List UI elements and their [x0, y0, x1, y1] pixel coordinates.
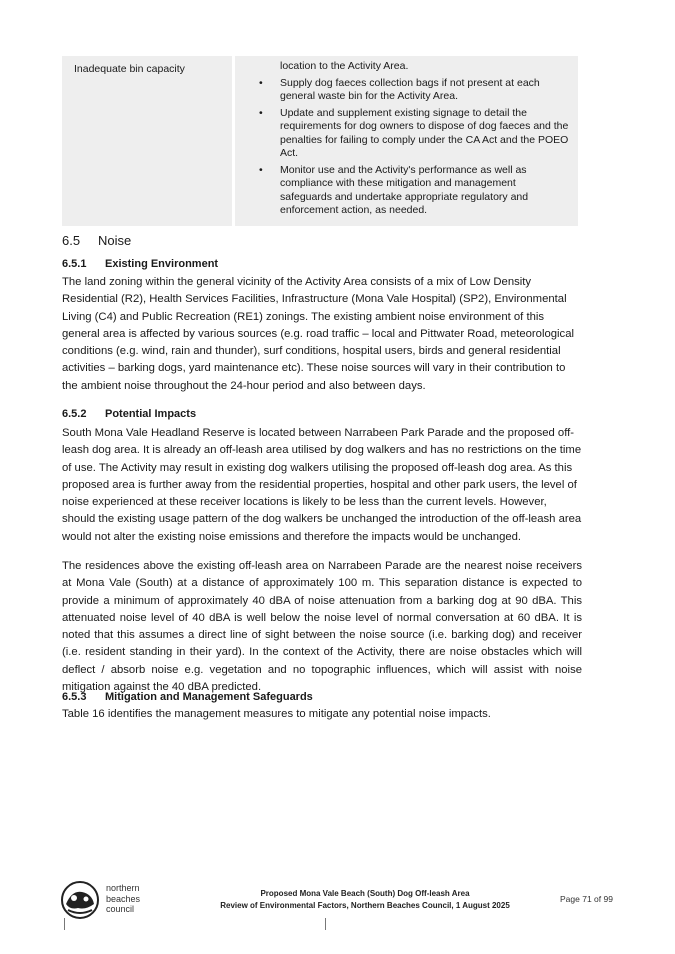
- potential-impacts-paragraph-1: South Mona Vale Headland Reserve is located between Narrabeen Park Parade and the proposed off-leash dog area. It is already an off-leash area utilised by dog walkers and has no restrictions on the time of use. The Activity may result in existing dog walkers utilising the proposed off-leash dog area. As this proposed area is further away from the residential properties, hospital and other park users, the level of noise experienced at these receiver locations is likely to be less than the current levels. However, should the existing usage pattern of the dog walkers be unchanged the introduction of the off-leash area would not alter the existing noise emissions and therefore the impacts would be unchanged.: [62, 427, 582, 543]
- bullet-icon: •: [259, 106, 263, 119]
- table-measures-cell: [235, 56, 578, 226]
- table-lead-text: location to the Activity Area.: [280, 60, 409, 72]
- council-logo-text: northern beaches council: [106, 883, 141, 914]
- footer-divider: [64, 918, 65, 930]
- existing-environment-paragraph: The land zoning within the general vicinity of the Activity Area consists of a mix of Low Density Residential (R2), Health Services Facilities, Infrastructure (Mona Vale Hospital) (SP2), Environmental Living (C4) and Public Recreation (RE1) zonings. The existing ambient noise environment of this general area is affected by various sources (e.g. road traffic – local and Pittwater Road, meteorological conditions (e.g. wind, rain and thunder), surf conditions, hospital users, birds and general residential activities – barking dogs, yard maintenance etc). These noise sources will vary in their contribution to the ambient noise throughout the 24-hour period and also between days.: [62, 276, 574, 392]
- potential-impacts-paragraph-2: The residences above the existing off-leash area on Narrabeen Parade are the nearest noise receivers at Mona Vale (South) at a distance of approximately 100 m. This separation distance is expected to provide a minimum of approximately 40 dBA of noise attenuation from a barking dog at 90 dBA. This attenuated noise level of 40 dBA is well below the noise level of normal conversation at 60 dBA. It is noted that this assumes a direct line of sight between the noise source (i.e. barking dog) and receiver (i.e. resident standing in their yard). In the context of the Activity, there are noise obstacles which will deflect / absorb noise e.g. vegetation and no topographic influences, which will assist with noise mitigation against the 40 dBA predicted.: [62, 560, 582, 694]
- bullet-icon: •: [259, 76, 263, 89]
- measures-list: [235, 77, 570, 218]
- table-issue-cell: Inadequate bin capacity: [62, 56, 232, 226]
- heading-mitigation-safeguards: 6.5.3 Mitigation and Management Safeguards: [62, 691, 313, 703]
- list-item: • Update and supplement existing signage to detail the requirements for dog owners to dispose of dog faeces and the penalties for failing to comply under the CA Act and the POEO Act.: [259, 106, 569, 159]
- bullet-icon: •: [259, 163, 263, 176]
- council-logo-icon: [58, 880, 102, 920]
- footer-document-title: Proposed Mona Vale Beach (South) Dog Off-leash Area Review of Environmental Factors, Northern Beaches Council, 1 August 2025: [220, 889, 510, 910]
- list-item: • Monitor use and the Activity's performance as well as compliance with these mitigation and management safeguards and undertake appropriate regulatory and enforcement action, as needed.: [259, 163, 529, 216]
- safeguards-table-fragment: [62, 56, 578, 226]
- section-heading-noise: 6.5 Noise: [62, 233, 132, 248]
- page-number: Page 71 of 99: [560, 894, 613, 904]
- footer-divider: [325, 918, 326, 930]
- mitigation-paragraph: Table 16 identifies the management measures to mitigate any potential noise impacts.: [62, 708, 491, 720]
- list-item: • Supply dog faeces collection bags if not present at each general waste bin for the Activity Area.: [259, 76, 540, 102]
- heading-existing-environment: 6.5.1 Existing Environment: [62, 258, 219, 270]
- heading-potential-impacts: 6.5.2 Potential Impacts: [62, 408, 197, 420]
